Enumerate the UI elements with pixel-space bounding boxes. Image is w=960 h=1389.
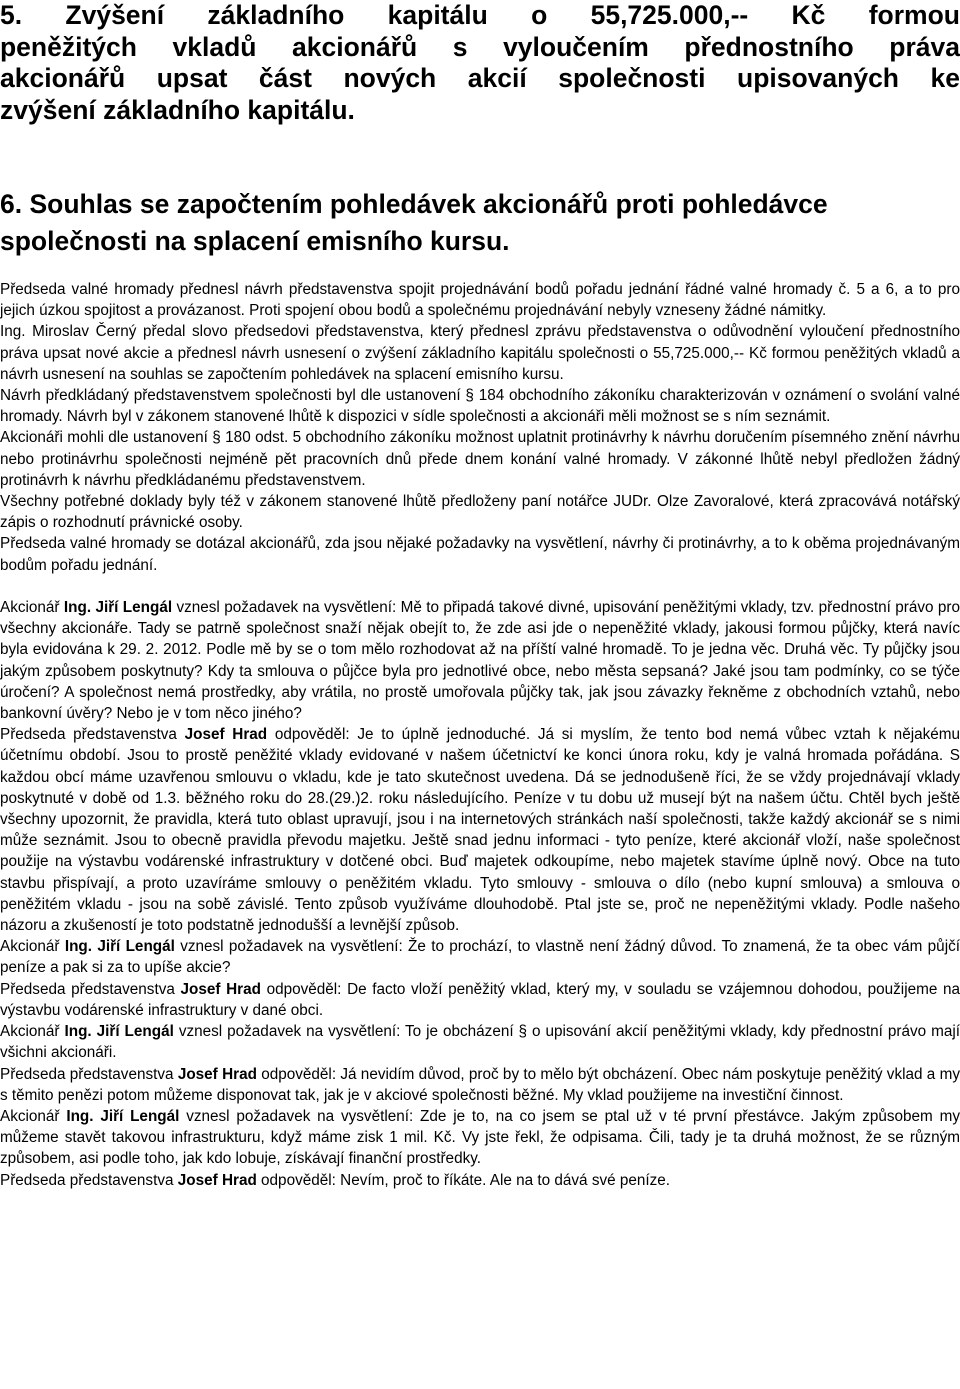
paragraph-spacer (0, 576, 960, 597)
speaker-name: Josef Hrad (177, 1065, 257, 1083)
speaker-name: Josef Hrad (180, 980, 261, 998)
statement-text: odpověděl: Je to úplně jednoduché. Já si myslím, že tento bod nemá vůbec vztah k nějakému účetnímu období. Jsou to prostě peněžité vklady evidované v našem účetnictví ke konci února roku, kdy je valná hromada pořádána. S každou obcí máme uzavřenou smlouvu o vkladu, kde je tato skutečnost uvedena. Dá se jednodušeně říci, že se vždy projednávají vklady poskytnuté v době od 1.3. běžného roku do 28.(29.)2. roku následujícího. Peníze v tu dobu už musejí být na našem účtu. Chtěl bych ještě všechny upozornit, že pravidla, která tuto oblast upravují, jsou i na internetových stránkách naší společnosti, takže každý akcionář se s nimi může seznámit. Jsou to obecně pravidla převodu majetku. Ještě snad jednu informaci - tyto peníze, které akcionář vloží, naše společnost použije na výstavbu vodárenské infrastruktury v dotčené obci. Buď majetek odkoupíme, nebo majetek stavíme úplně nový. Obce na tuto stavbu přispívají, a proto uzavíráme smlouvy o peněžitém vkladu. Tyto smlouvy - smlouva o dílo (nebo kupní smlouva) a smlouva o peněžitém vkladu - jsou na sobě závislé. Tento způsob využíváme dlouhodobě. Ptal jste se, proč ne nepeněžitými vklady. Podle našeho názoru a zkušeností je toto podstatně jednodušší a levnější způsob. (0, 726, 960, 935)
speaker-name: Ing. Jiří Lengál (64, 938, 175, 956)
paragraph-notary-documents: Všechny potřebné doklady byly též v zákonem stanovené lhůtě předloženy paní notářce JUDr. Olze Zavoralové, která zpracovává notářský zápis o rozhodnutí právnické osoby. (0, 493, 960, 532)
statement-text: odpověděl: Nevím, proč to říkáte. Ale na to dává své peníze. (256, 1171, 671, 1189)
paragraph-counterproposals: Akcionáři mohli dle ustanovení § 180 odst. 5 obchodního zákoníku možnost uplatnit protinávrhy k návrhu doručením písemného znění návrhu nebo protinávrhu společnosti nejméně pět pracovních dnů přede dnem konání valné hromady. V zákonné lhůtě nebyl předložen žádný protinávrh k návrhu předkládanému představenstvem. (0, 429, 960, 489)
heading-line: společnosti na splacení emisního kursu. (0, 226, 510, 256)
speaker-role: Akcionář (0, 1023, 65, 1041)
statement-text: vznesl požadavek na vysvětlení: Mě to připadá takové divné, upisování peněžitými vklady, tzv. přednostní právo pro všechny akcionáře. Tady se patrně společnost snaží nějak obejít to, že zde asi jde o nepeněžité vklady, jakousi formou půjčky, která navíc byla evidována k 29. 2. 2012. Podle mě by se o tom mělo rozhodovat až na příští valné hromadě. To je jedna věc. Druhá věc. Ty půjčky jsou jakým způsobem poskytnuty? Kdy ta smlouva o půjčce byla pro jednotlivé obce, nebo města sepsaná? Jaké jsou tam podmínky, co se týče úročení? A společnost nemá prostředky, aby vrátila, no prostě umořovala půjčky tak, jak jsou závazky řekněme z obchodních vztahů, nebo bankovní úvěry? Nebo je v tom něco jiného? (0, 599, 960, 723)
paragraph-shareholder-question (0, 1106, 960, 1170)
speaker-name: Ing. Jiří Lengál (64, 1023, 174, 1041)
paragraph-shareholder-question (0, 597, 960, 724)
paragraph-chairman-answer (0, 724, 960, 936)
speaker-name: Josef Hrad (184, 726, 268, 744)
speaker-name: Ing. Jiří Lengál (66, 1107, 180, 1125)
speaker-role: Akcionář (0, 599, 64, 617)
heading-line: akcionářů upsat část nových akcií společnosti upisovaných ke (0, 63, 960, 93)
heading-line: 5. Zvýšení základního kapitálu o 55,725.000,-- Kč formou (0, 0, 960, 30)
paragraph-chairman-answer (0, 1064, 960, 1106)
heading-line: peněžitých vkladů akcionářů s vyloučením přednostního práva (0, 31, 960, 62)
heading-line: 6. Souhlas se započtením pohledávek akcionářů proti pohledávce (0, 189, 828, 219)
paragraph-questions-call: Předseda valné hromady se dotázal akcionářů, zda jsou nějaké požadavky na vysvětlení, návrhy či protinávrhy, a to k oběma projednávaným bodům pořadu jednání. (0, 535, 960, 574)
statement-text: vznesl požadavek na vysvětlení: Že to prochází, to vlastně není žádný důvod. To znamená, že ta obec vám půjčí peníze a pak si za to upíše akcie? (0, 938, 960, 977)
speaker-role: Akcionář (0, 938, 65, 956)
statement-text: vznesl požadavek na vysvětlení: To je obcházení § o upisování akcií peněžitými vklady, kdy přednostní právo mají všichni akcionáři. (0, 1023, 960, 1062)
paragraph-chairman-answer (0, 979, 960, 1021)
paragraph-chairman-answer (0, 1170, 960, 1191)
speaker-name: Ing. Jiří Lengál (63, 599, 173, 617)
paragraph-proposal-notice: Návrh předkládaný představenstvem společnosti byl dle ustanovení § 184 obchodního zákoníku charakterizován v oznámení o svolání valné hromady. Návrh byl v zákonem stanovené lhůtě k dispozici v sídle společnosti a akcionáři měli možnost se s ním seznámit. (0, 387, 960, 426)
paragraph-shareholder-question (0, 936, 960, 978)
statement-text: odpověděl: Já nevidím důvod, proč by to mělo být obcházení. Obec nám poskytuje peněžitý vklad a my s těmito penězi potom můžeme disponovat tak, jak je v akciové společnosti běžné. My vklad použijeme na investiční činnost. (0, 1065, 960, 1104)
speaker-name: Josef Hrad (177, 1171, 257, 1189)
agenda-item-5-heading (0, 0, 960, 126)
heading-line: zvýšení základního kapitálu. (0, 94, 355, 125)
statement-text: vznesl požadavek na vysvětlení: Zde je to, na co jsem se ptal už v té první přestávce. Jakým způsobem my můžeme stavět takovou infrastrukturu, když máme zisk 1 mil. Kč. Vy jste řekl, že odpisama. Čili, tady je ta druhá možnost, že se různým způsobem, asi podle toho, jak kdo lobuje, získávají finanční prostředky. (0, 1107, 960, 1168)
speaker-role: Předseda představenstva (0, 1171, 178, 1189)
agenda-item-6-heading (0, 186, 960, 260)
speaker-role: Akcionář (0, 1107, 67, 1125)
paragraph-board-report: Ing. Miroslav Černý předal slovo předsedovi představenstva, který přednesl zprávu představenstva o odůvodnění vyloučení přednostního práva upsat nové akcie a přednesl návrh usnesení o zvýšení základního kapitálu společnosti o 55,725.000,-- Kč formou peněžitých vkladů a návrh usnesení na souhlas se započtením pohledávek na splacení emisního kursu. (0, 323, 960, 383)
paragraph-shareholder-question (0, 1021, 960, 1063)
minutes-body (0, 279, 960, 1191)
speaker-role: Předseda představenstva (0, 980, 181, 998)
statement-text: odpověděl: De facto vloží peněžitý vklad, který my, v souladu se vzájemnou dohodou, použijeme na výstavbu vodárenské infrastruktury v dané obci. (0, 980, 960, 1019)
paragraph-chairman-proposal: Předseda valné hromady přednesl návrh představenstva spojit projednávání bodů pořadu jednání řádné valné hromady č. 5 a 6, a to pro jejich úzkou spojitost a provázanost. Proti spojení obou bodů a společnému projednávání nebyly vzneseny žádné námitky. (0, 281, 960, 320)
speaker-role: Předseda představenstva (0, 726, 185, 744)
speaker-role: Předseda představenstva (0, 1065, 178, 1083)
